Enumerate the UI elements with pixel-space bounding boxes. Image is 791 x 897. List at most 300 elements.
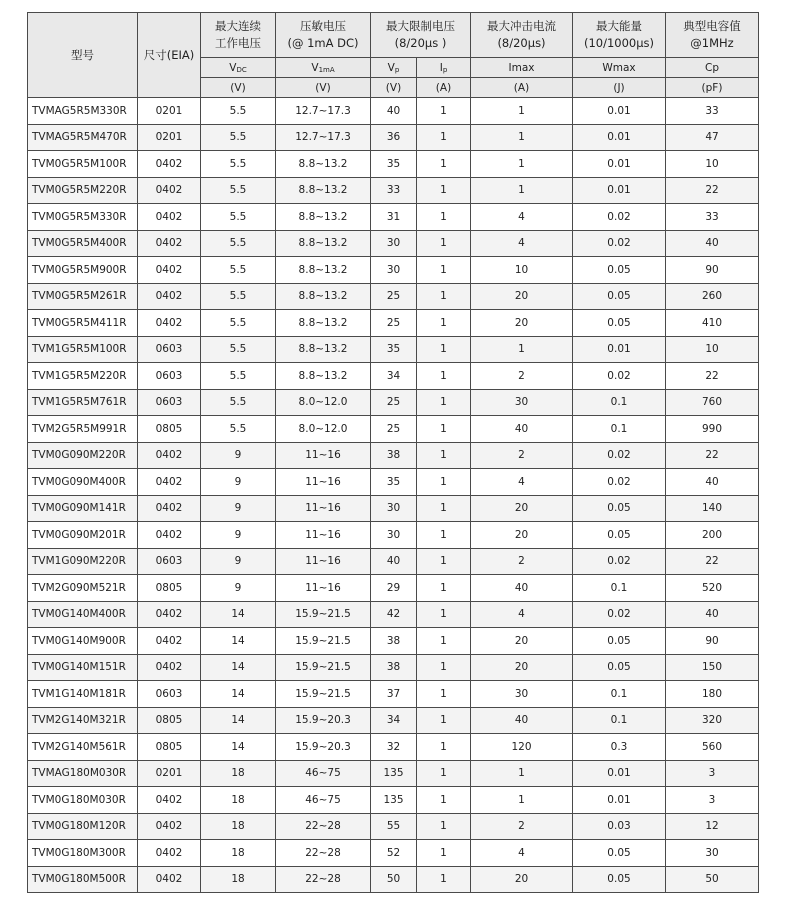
cell-cp: 320 [666,707,759,734]
cell-v1ma: 11~16 [276,548,371,575]
cell-size: 0805 [138,575,201,602]
table-row [28,813,759,840]
cell-wmax: 0.05 [573,654,666,681]
header-cp-title-line2: @1MHz [690,36,734,50]
cell-cp: 560 [666,734,759,761]
cell-model: TVM0G5R5M400R [28,230,138,257]
cell-vp: 38 [371,442,417,469]
cell-ip: 1 [417,548,471,575]
unit-wmax: (J) [573,78,666,98]
cell-imax: 20 [471,495,573,522]
cell-wmax: 0.05 [573,495,666,522]
cell-v1ma: 22~28 [276,840,371,867]
symbol-ip-sub: p [442,65,448,74]
cell-size: 0402 [138,177,201,204]
cell-size: 0402 [138,601,201,628]
cell-model: TVM0G090M220R [28,442,138,469]
cell-v1ma: 8.8~13.2 [276,283,371,310]
cell-wmax: 0.1 [573,575,666,602]
cell-model: TVM0G5R5M261R [28,283,138,310]
cell-model: TVM1G140M181R [28,681,138,708]
cell-ip: 1 [417,840,471,867]
header-cp-title-line1: 典型电容值 [683,19,741,33]
cell-vdc: 5.5 [201,283,276,310]
cell-vdc: 18 [201,813,276,840]
cell-cp: 33 [666,98,759,125]
table-row [28,177,759,204]
symbol-v1ma [276,58,371,78]
cell-v1ma: 8.0~12.0 [276,416,371,443]
cell-v1ma: 8.8~13.2 [276,151,371,178]
cell-imax: 4 [471,230,573,257]
cell-cp: 47 [666,124,759,151]
cell-vp: 31 [371,204,417,231]
cell-size: 0805 [138,734,201,761]
cell-model: TVM0G140M900R [28,628,138,655]
cell-model: TVM1G090M220R [28,548,138,575]
header-model: 型号 [28,13,138,98]
table-row [28,98,759,125]
cell-model: TVMAG5R5M470R [28,124,138,151]
cell-wmax: 0.02 [573,548,666,575]
cell-wmax: 0.02 [573,601,666,628]
table-row [28,575,759,602]
cell-v1ma: 12.7~17.3 [276,124,371,151]
cell-vp: 33 [371,177,417,204]
cell-cp: 40 [666,601,759,628]
cell-size: 0402 [138,283,201,310]
header-imax-title-line2: (8/20μs) [497,36,546,50]
table-row [28,681,759,708]
cell-vp: 37 [371,681,417,708]
cell-vdc: 5.5 [201,310,276,337]
cell-model: TVM0G5R5M330R [28,204,138,231]
table-row [28,866,759,893]
cell-vdc: 9 [201,548,276,575]
cell-vdc: 14 [201,707,276,734]
cell-v1ma: 15.9~20.3 [276,734,371,761]
cell-model: TVMAG5R5M330R [28,98,138,125]
table-row [28,522,759,549]
cell-imax: 20 [471,654,573,681]
cell-model: TVM0G5R5M900R [28,257,138,284]
cell-wmax: 0.05 [573,840,666,867]
cell-cp: 200 [666,522,759,549]
cell-vp: 30 [371,230,417,257]
cell-model: TVM0G180M500R [28,866,138,893]
header-imax-title [471,13,573,58]
cell-imax: 40 [471,416,573,443]
header-imax-title-line1: 最大冲击电流 [487,19,556,33]
header-v1ma-title-line1: 压敏电压 [300,19,346,33]
cell-model: TVM1G5R5M761R [28,389,138,416]
cell-wmax: 0.05 [573,866,666,893]
cell-v1ma: 8.8~13.2 [276,257,371,284]
table-row [28,257,759,284]
symbol-vp [371,58,417,78]
cell-imax: 30 [471,681,573,708]
cell-ip: 1 [417,469,471,496]
cell-vp: 30 [371,495,417,522]
cell-vdc: 9 [201,442,276,469]
cell-wmax: 0.1 [573,681,666,708]
cell-v1ma: 8.8~13.2 [276,363,371,390]
cell-ip: 1 [417,257,471,284]
cell-imax: 1 [471,124,573,151]
cell-imax: 30 [471,389,573,416]
cell-wmax: 0.02 [573,469,666,496]
header-v1ma-title [276,13,371,58]
table-body [28,98,759,893]
cell-vp: 55 [371,813,417,840]
cell-v1ma: 22~28 [276,813,371,840]
cell-cp: 760 [666,389,759,416]
cell-cp: 33 [666,204,759,231]
table-row [28,601,759,628]
header-vdc-title-line2: 工作电压 [215,36,261,50]
cell-v1ma: 8.0~12.0 [276,389,371,416]
cell-v1ma: 15.9~20.3 [276,707,371,734]
cell-model: TVM1G5R5M220R [28,363,138,390]
cell-imax: 4 [471,601,573,628]
cell-v1ma: 12.7~17.3 [276,98,371,125]
cell-cp: 10 [666,336,759,363]
cell-v1ma: 8.8~13.2 [276,230,371,257]
cell-v1ma: 15.9~21.5 [276,601,371,628]
symbol-imax: Imax [471,58,573,78]
cell-ip: 1 [417,681,471,708]
cell-model: TVM0G180M300R [28,840,138,867]
cell-cp: 410 [666,310,759,337]
cell-ip: 1 [417,204,471,231]
cell-imax: 1 [471,336,573,363]
unit-ip: (A) [417,78,471,98]
cell-size: 0402 [138,628,201,655]
cell-vp: 35 [371,336,417,363]
header-wmax-title-line2: (10/1000μs) [583,36,655,50]
cell-size: 0201 [138,124,201,151]
cell-wmax: 0.02 [573,204,666,231]
symbol-ip [417,58,471,78]
cell-cp: 12 [666,813,759,840]
cell-ip: 1 [417,654,471,681]
cell-ip: 1 [417,177,471,204]
cell-cp: 180 [666,681,759,708]
cell-cp: 30 [666,840,759,867]
cell-ip: 1 [417,416,471,443]
header-vdc-title-line1: 最大连续 [215,19,261,33]
table-row [28,230,759,257]
cell-vdc: 5.5 [201,230,276,257]
cell-vdc: 5.5 [201,389,276,416]
cell-vp: 135 [371,760,417,787]
cell-imax: 2 [471,813,573,840]
cell-vdc: 5.5 [201,363,276,390]
table-row [28,548,759,575]
cell-size: 0402 [138,813,201,840]
cell-vp: 25 [371,283,417,310]
cell-v1ma: 11~16 [276,495,371,522]
cell-imax: 1 [471,177,573,204]
cell-model: TVM2G140M561R [28,734,138,761]
cell-cp: 90 [666,628,759,655]
cell-size: 0805 [138,707,201,734]
cell-vp: 38 [371,628,417,655]
cell-vdc: 5.5 [201,124,276,151]
cell-vp: 38 [371,654,417,681]
cell-vdc: 18 [201,840,276,867]
cell-ip: 1 [417,98,471,125]
table-row [28,416,759,443]
table-row [28,787,759,814]
cell-vdc: 14 [201,601,276,628]
unit-cp: (pF) [666,78,759,98]
cell-imax: 20 [471,866,573,893]
header-cp-title [666,13,759,58]
header-clamp-title-line1: 最大限制电压 [386,19,455,33]
cell-v1ma: 46~75 [276,760,371,787]
cell-vdc: 9 [201,495,276,522]
cell-vp: 36 [371,124,417,151]
cell-vp: 135 [371,787,417,814]
cell-imax: 20 [471,628,573,655]
cell-size: 0603 [138,389,201,416]
unit-vp: (V) [371,78,417,98]
table-row [28,124,759,151]
cell-ip: 1 [417,389,471,416]
cell-ip: 1 [417,283,471,310]
cell-cp: 22 [666,548,759,575]
cell-cp: 40 [666,230,759,257]
cell-imax: 20 [471,283,573,310]
cell-vdc: 9 [201,469,276,496]
cell-vp: 25 [371,310,417,337]
cell-model: TVM2G5R5M991R [28,416,138,443]
cell-size: 0402 [138,787,201,814]
cell-vdc: 5.5 [201,151,276,178]
cell-size: 0603 [138,681,201,708]
cell-v1ma: 11~16 [276,442,371,469]
symbol-v1ma-main: V [311,61,319,74]
cell-model: TVMAG180M030R [28,760,138,787]
cell-vp: 25 [371,416,417,443]
cell-vdc: 18 [201,760,276,787]
table-row [28,151,759,178]
cell-cp: 10 [666,151,759,178]
cell-vp: 50 [371,866,417,893]
cell-v1ma: 8.8~13.2 [276,177,371,204]
cell-size: 0402 [138,866,201,893]
cell-imax: 10 [471,257,573,284]
cell-ip: 1 [417,151,471,178]
header-clamp-title [371,13,471,58]
cell-cp: 22 [666,442,759,469]
cell-size: 0603 [138,363,201,390]
cell-cp: 40 [666,469,759,496]
cell-ip: 1 [417,495,471,522]
cell-size: 0201 [138,760,201,787]
table-row [28,469,759,496]
cell-model: TVM0G180M030R [28,787,138,814]
cell-v1ma: 11~16 [276,522,371,549]
cell-v1ma: 15.9~21.5 [276,628,371,655]
cell-ip: 1 [417,124,471,151]
cell-wmax: 0.03 [573,813,666,840]
cell-imax: 2 [471,548,573,575]
cell-cp: 90 [666,257,759,284]
cell-ip: 1 [417,866,471,893]
table-row [28,442,759,469]
cell-vp: 30 [371,257,417,284]
cell-wmax: 0.05 [573,522,666,549]
table-row [28,707,759,734]
cell-ip: 1 [417,813,471,840]
cell-ip: 1 [417,230,471,257]
table-row [28,654,759,681]
cell-size: 0402 [138,469,201,496]
cell-wmax: 0.01 [573,124,666,151]
header-vdc-title [201,13,276,58]
symbol-wmax: Wmax [573,58,666,78]
cell-ip: 1 [417,575,471,602]
cell-imax: 4 [471,204,573,231]
cell-size: 0402 [138,522,201,549]
cell-wmax: 0.01 [573,787,666,814]
cell-vp: 30 [371,522,417,549]
table-row [28,336,759,363]
cell-wmax: 0.01 [573,177,666,204]
cell-wmax: 0.01 [573,336,666,363]
header-wmax-title [573,13,666,58]
cell-wmax: 0.05 [573,283,666,310]
cell-v1ma: 11~16 [276,469,371,496]
cell-imax: 40 [471,707,573,734]
cell-imax: 20 [471,310,573,337]
cell-model: TVM0G140M151R [28,654,138,681]
symbol-vdc [201,58,276,78]
cell-imax: 4 [471,469,573,496]
cell-imax: 4 [471,840,573,867]
cell-vp: 40 [371,98,417,125]
cell-model: TVM0G090M400R [28,469,138,496]
header-wmax-title-line1: 最大能量 [596,19,642,33]
cell-size: 0402 [138,310,201,337]
header-size: 尺寸(EIA) [138,13,201,98]
unit-imax: (A) [471,78,573,98]
cell-cp: 990 [666,416,759,443]
cell-vdc: 5.5 [201,257,276,284]
cell-vdc: 5.5 [201,204,276,231]
header-v1ma-title-line2: (@ 1mA DC) [287,36,359,50]
cell-v1ma: 15.9~21.5 [276,681,371,708]
cell-size: 0201 [138,98,201,125]
cell-cp: 22 [666,363,759,390]
cell-model: TVM0G090M141R [28,495,138,522]
cell-ip: 1 [417,734,471,761]
cell-imax: 1 [471,760,573,787]
cell-model: TVM0G5R5M100R [28,151,138,178]
cell-v1ma: 22~28 [276,866,371,893]
cell-size: 0402 [138,230,201,257]
cell-vp: 52 [371,840,417,867]
cell-ip: 1 [417,707,471,734]
cell-v1ma: 11~16 [276,575,371,602]
table-row [28,389,759,416]
symbol-vdc-main: V [229,61,237,74]
cell-vdc: 14 [201,734,276,761]
cell-wmax: 0.02 [573,363,666,390]
cell-size: 0402 [138,204,201,231]
cell-imax: 1 [471,151,573,178]
symbol-vdc-sub: DC [236,65,247,74]
cell-ip: 1 [417,601,471,628]
cell-cp: 22 [666,177,759,204]
cell-size: 0402 [138,495,201,522]
cell-model: TVM2G090M521R [28,575,138,602]
cell-size: 0402 [138,151,201,178]
cell-ip: 1 [417,522,471,549]
cell-v1ma: 15.9~21.5 [276,654,371,681]
table-row [28,628,759,655]
table-row [28,840,759,867]
cell-cp: 50 [666,866,759,893]
cell-v1ma: 46~75 [276,787,371,814]
cell-vdc: 14 [201,654,276,681]
cell-vdc: 5.5 [201,336,276,363]
cell-wmax: 0.3 [573,734,666,761]
cell-wmax: 0.01 [573,151,666,178]
cell-imax: 40 [471,575,573,602]
cell-size: 0402 [138,442,201,469]
cell-vp: 32 [371,734,417,761]
cell-imax: 1 [471,787,573,814]
cell-imax: 2 [471,442,573,469]
table-row [28,283,759,310]
table-row [28,363,759,390]
unit-v1ma: (V) [276,78,371,98]
cell-wmax: 0.02 [573,442,666,469]
cell-v1ma: 8.8~13.2 [276,336,371,363]
table-row [28,495,759,522]
cell-ip: 1 [417,310,471,337]
spec-table [27,12,759,893]
table-row [28,734,759,761]
header-clamp-title-line2: (8/20μs ) [394,36,447,50]
cell-model: TVM1G5R5M100R [28,336,138,363]
cell-vdc: 5.5 [201,177,276,204]
cell-model: TVM2G140M321R [28,707,138,734]
symbol-cp: Cp [666,58,759,78]
cell-model: TVM0G140M400R [28,601,138,628]
cell-size: 0603 [138,336,201,363]
cell-cp: 3 [666,760,759,787]
cell-ip: 1 [417,336,471,363]
cell-model: TVM0G180M120R [28,813,138,840]
symbol-ip-main: I [439,61,443,74]
symbol-v1ma-sub: 1mA [318,65,335,74]
cell-ip: 1 [417,442,471,469]
cell-cp: 520 [666,575,759,602]
cell-vdc: 5.5 [201,98,276,125]
cell-ip: 1 [417,760,471,787]
cell-cp: 260 [666,283,759,310]
cell-model: TVM0G5R5M411R [28,310,138,337]
table-row [28,204,759,231]
table-row [28,310,759,337]
cell-wmax: 0.05 [573,628,666,655]
cell-vp: 34 [371,707,417,734]
cell-wmax: 0.1 [573,707,666,734]
